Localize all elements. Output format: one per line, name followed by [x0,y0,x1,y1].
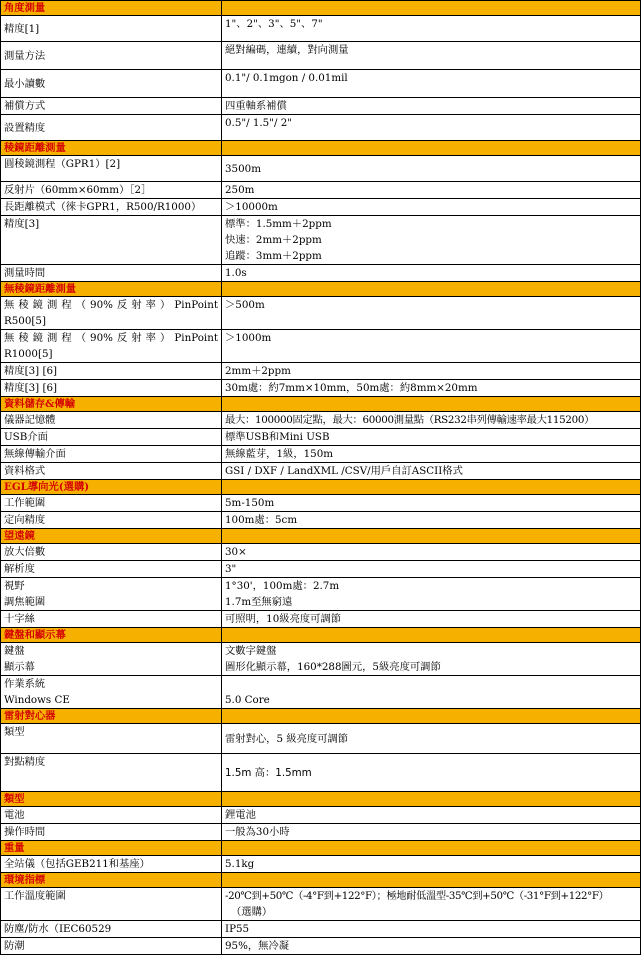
spec-row [1,70,641,98]
spec-label: 類型 [1,724,222,754]
spec-value: 1.0s [222,265,641,282]
spec-value-line: （選購） [231,906,273,918]
spec-value: IP55 [222,921,641,938]
spec-label: 儀器記憶體 [1,412,222,429]
spec-label: 防塵/防水（IEC60529 [1,921,222,938]
spec-row [1,754,641,792]
spec-row [1,856,641,873]
spec-row [1,297,641,330]
section-weight [1,841,641,856]
spec-value: 最大：100000固定點，最大：60000測量點（RS232串列傳輸速率最大115200） [222,412,641,429]
section-title: 重量 [1,841,222,856]
spec-row [1,115,641,141]
spec-label: 長距離模式（徠卡GPR1，R500/R1000） [1,199,222,216]
spec-row [1,330,641,363]
spec-value-multi [222,643,641,676]
section-prism-distance [1,141,641,156]
spec-value: 5.1kg [222,856,641,873]
spec-row [1,824,641,841]
section-telescope [1,529,641,544]
spec-label-line: 顯示幕 [4,661,35,673]
spec-label: 精度[3] [1,216,222,265]
spec-label-multi [1,578,222,611]
section-title: 環境指標 [1,873,222,888]
spec-row [1,676,641,709]
spec-value: 鋰電池 [222,807,641,824]
spec-value-line: 文數字鍵盤 [225,645,277,657]
spec-label: 無線傳輸介面 [1,446,222,463]
spec-row [1,182,641,199]
spec-row [1,724,641,754]
spec-label: 全站儀（包括GEB211和基座） [1,856,222,873]
spec-row [1,807,641,824]
spec-value: 250m [222,182,641,199]
spec-label: 放大倍數 [1,544,222,561]
spec-label: 測量方法 [1,42,222,70]
spec-row [1,921,641,938]
spec-row [1,98,641,115]
spec-row [1,578,641,611]
spec-label-line: 調焦範圍 [4,596,46,608]
spec-value: GSI / DXF / LandXML /CSV/用戶自訂ASCII格式 [222,463,641,480]
spec-value-multi [222,578,641,611]
spec-value-line: 1.7m至無窮遠 [225,596,293,608]
spec-label: 定向精度 [1,512,222,529]
spec-value: ＞1000m [222,330,641,363]
spec-value: 3" [222,561,641,578]
spec-label: 資料格式 [1,463,222,480]
spec-label: 防潮 [1,938,222,955]
spec-value: ＞500m [222,297,641,330]
spec-row [1,429,641,446]
spec-value: 100m處：5cm [222,512,641,529]
spec-row [1,512,641,529]
section-title: 資料儲存&傳輸 [1,397,222,412]
spec-label-line: 作業系統 [4,678,46,690]
spec-value: 5.0 Core [222,676,641,709]
spec-row [1,611,641,628]
spec-label: 對點精度 [1,754,222,792]
spec-label: 解析度 [1,561,222,578]
spec-value: 四重軸系補償 [222,98,641,115]
spec-value-line: 快速：2mm＋2ppm [225,234,322,246]
spec-label: 精度[3] [6] [1,380,222,397]
section-laser-plummet [1,709,641,724]
spec-row [1,363,641,380]
spec-value: 5m-150m [222,495,641,512]
section-title: 角度測量 [1,1,222,16]
spec-value-line: -20℃到+50℃（-4°F到+122°F）；極地耐低溫型-35℃到+50℃（-31°F到+122°F） [225,890,609,902]
section-angle-measurement [1,1,641,16]
section-keyboard-display [1,628,641,643]
spec-label: 測量時間 [1,265,222,282]
spec-row [1,495,641,512]
section-egl-guide-light [1,480,641,495]
spec-value: 1.5m 高：1.5mm [222,754,641,792]
spec-row [1,216,641,265]
spec-label: 電池 [1,807,222,824]
spec-label-line: 鍵盤 [4,645,25,657]
spec-value-line: 標準：1.5mm＋2ppm [225,218,332,230]
spec-row [1,156,641,182]
spec-row [1,199,641,216]
spec-value-multi [222,216,641,265]
spec-label-multi [1,676,222,709]
section-data-storage [1,397,641,412]
spec-row [1,16,641,42]
spec-value: 絕對編碼，連續，對向測量 [222,42,641,70]
spec-label: 操作時間 [1,824,222,841]
spec-row [1,265,641,282]
spec-label: 工作溫度範圍 [1,888,222,921]
spec-row [1,412,641,429]
spec-value-multi [222,888,641,921]
section-title: 類型 [1,792,222,807]
spec-value: 30× [222,544,641,561]
section-title: EGL導向光(選購) [1,480,222,495]
spec-row [1,42,641,70]
spec-value: 一般為30小時 [222,824,641,841]
section-title: 望遠鏡 [1,529,222,544]
spec-value: 雷射對心，5 級亮度可調節 [222,724,641,754]
spec-value-line: 圖形化顯示幕，160*288圖元，5級亮度可調節 [225,661,441,673]
spec-value: 無線藍芽，1級，150m [222,446,641,463]
spec-row [1,938,641,955]
spec-label-line: Windows CE [4,694,70,706]
spec-label: 圓稜鏡測程（GPR1）[2] [1,156,222,182]
spec-value: 0.5"/ 1.5"/ 2" [222,115,641,141]
section-title: 無稜鏡距離測量 [1,282,222,297]
section-title: 雷射對心器 [1,709,222,724]
spec-label: 工作範圍 [1,495,222,512]
spec-row [1,446,641,463]
section-power-type [1,792,641,807]
spec-value: 95%，無冷凝 [222,938,641,955]
spec-label: 十字絲 [1,611,222,628]
spec-row [1,544,641,561]
spec-row [1,463,641,480]
spec-value-line: 1°30'，100m處：2.7m [225,580,340,592]
spec-value: 1"、2"、3"、5"、7" [222,16,641,42]
spec-row [1,380,641,397]
spec-row [1,561,641,578]
spec-value: 0.1"/ 0.1mgon / 0.01mil [222,70,641,98]
spec-value: 3500m [222,156,641,182]
spec-label: 無稜鏡測程（90%反射率）PinPoint R1000[5] [1,330,222,363]
section-title: 鍵盤和顯示幕 [1,628,222,643]
spec-label: USB介面 [1,429,222,446]
spec-label: 最小讀數 [1,70,222,98]
spec-value: 2mm＋2ppm [222,363,641,380]
spec-value: 可照明，10級亮度可調節 [222,611,641,628]
section-reflectorless-distance [1,282,641,297]
spec-label: 無稜鏡測程（90%反射率）PinPoint R500[5] [1,297,222,330]
spec-label-line: 視野 [4,580,25,592]
spec-row [1,643,641,676]
spec-label: 補償方式 [1,98,222,115]
spec-label: 反射片（60mm×60mm）［2］ [1,182,222,199]
spec-value-line: 追蹤：3mm＋2ppm [225,250,322,262]
spec-label: 精度[1] [1,16,222,42]
spec-label: 精度[3] [6] [1,363,222,380]
spec-value: 30m處：約7mm×10mm，50m處：約8mm×20mm [222,380,641,397]
spec-label: 設置精度 [1,115,222,141]
spec-value: 標準USB和Mini USB [222,429,641,446]
section-title: 稜鏡距離測量 [1,141,222,156]
spec-value: ＞10000m [222,199,641,216]
spec-row [1,888,641,921]
section-environment [1,873,641,888]
spec-label-multi [1,643,222,676]
